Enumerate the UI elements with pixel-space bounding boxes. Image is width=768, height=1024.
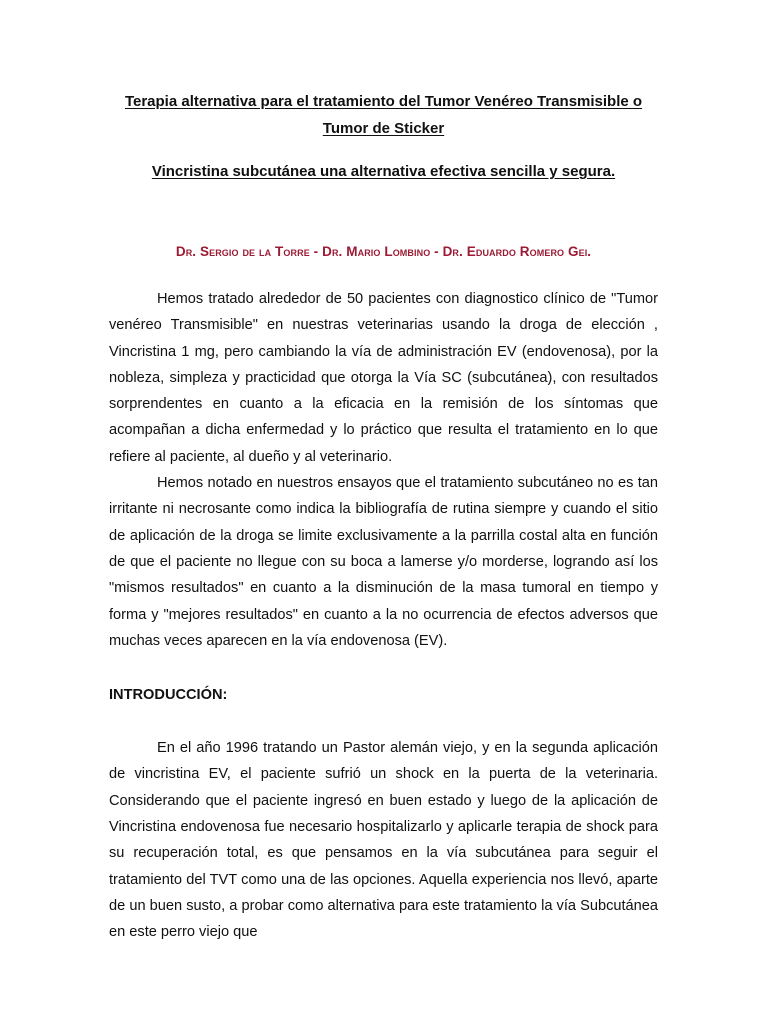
section-heading: INTRODUCCIÓN: <box>109 687 228 704</box>
body-paragraph: Hemos notado en nuestros ensayos que el tratamiento subcutáneo no es tan irritante ni necrosante como indica la bibliografía de rutina siempre y cuando el sitio de aplicación de la droga se limite exclusivamente a la parrilla costal alta en función de que el paciente no llegue con su boca a lamerse y/o morderse, logrando así los "mismos resultados" en cuanto a la disminución de la masa tumoral en tiempo y forma y "mejores resultados" en cuanto a la no ocurrencia de efectos adversos que muchas veces aparecen en la vía endovenosa (EV). <box>109 475 658 649</box>
document-authors: Dr. Sergio de la Torre - Dr. Mario Lombino - Dr. Eduardo Romero Gei. <box>175 244 592 259</box>
document-subtitle: Vincristina subcutánea una alternativa efectiva sencilla y segura. <box>151 163 616 180</box>
body-paragraph: En el año 1996 tratando un Pastor alemán viejo, y en la segunda aplicación de vincristina EV, el paciente sufrió un shock en la puerta de la veterinaria. Considerando que el paciente ingresó en buen estado y luego de la aplicación de Vincristina endovenosa fue necesario hospitalizarlo y aplicarle terapia de shock para su recuperación total, es que pensamos en la vía subcutánea para seguir el tratamiento del TVT como una de las opciones. Aquella experiencia nos llevó, aparte de un buen susto, a probar como alternativa para este tratamiento la vía Subcutánea en este perro viejo que <box>109 740 658 941</box>
body-paragraph: Hemos tratado alrededor de 50 pacientes con diagnostico clínico de "Tumor venéreo Transmisible" en nuestras veterinarias usando la droga de elección , Vincristina 1 mg, pero cambiando la vía de administración EV (endovenosa), por la nobleza, simpleza y practicidad que otorga la Vía SC (subcutánea), con resultados sorprendentes en cuanto a la eficacia en la remisión de los síntomas que acompañan a dicha enfermedad y lo práctico que resulta el tratamiento en lo que refiere al paciente, al dueño y al veterinario. <box>109 291 658 465</box>
document-title: Terapia alternativa para el tratamiento del Tumor Venéreo Transmisible o Tumor de Sticker <box>124 93 643 137</box>
